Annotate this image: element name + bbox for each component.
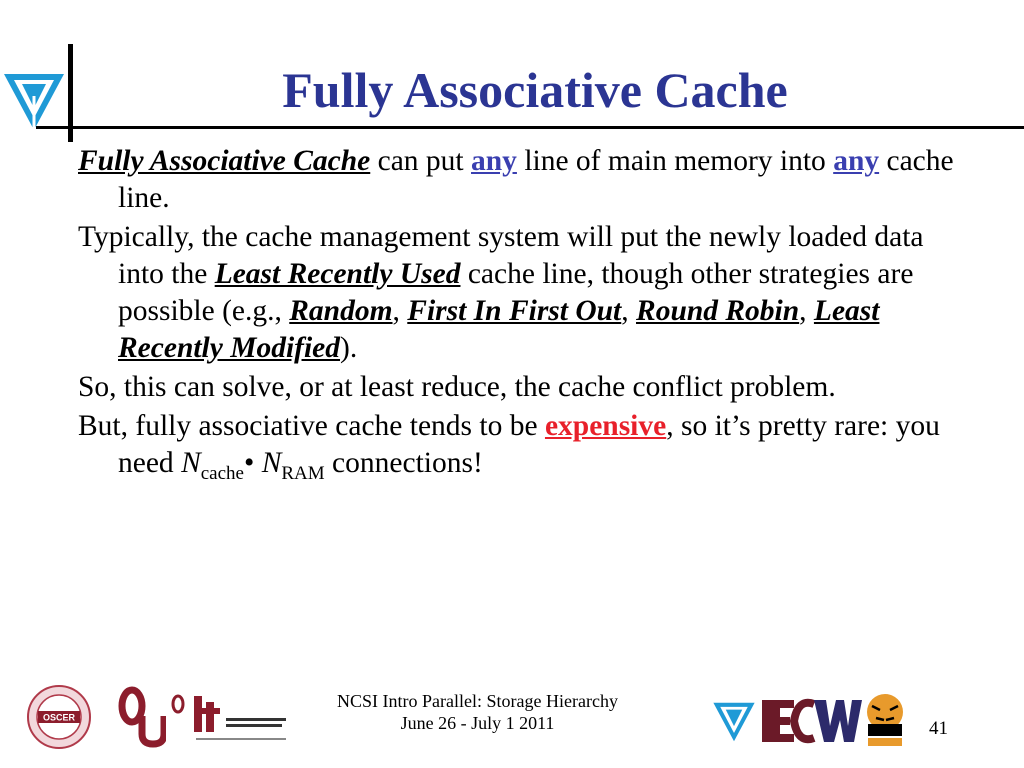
divider-horizontal xyxy=(36,126,1024,129)
slide-title: Fully Associative Cache xyxy=(282,62,788,118)
paragraph-4: But, fully associative cache tends to be expensive, so it’s pretty rare: you need $N_{cache}•$ $N_{RAM}$ connections! xyxy=(78,410,940,484)
slide-body xyxy=(78,143,968,494)
paragraph-3: So, this can solve, or at least reduce, the cache conflict problem. xyxy=(78,371,836,403)
oscer-seal-icon xyxy=(26,684,92,750)
emphasis-expensive: expensive xyxy=(544,410,667,442)
triangle-logo-icon xyxy=(712,700,756,744)
term-lrm: Least Recently Modified xyxy=(118,295,880,364)
paragraph-2: Typically, the cache management system will put the newly loaded data into the Least Recently Used cache line, though other strategies are possible (e.g., Random, First In First Out, Round Robin, Least Recently Modified). xyxy=(78,221,924,364)
svg-text:OSCER: OSCER xyxy=(42,712,76,723)
footer-course: NCSI Intro Parallel: Storage Hierarchy xyxy=(337,691,618,711)
term-fifo: First In First Out xyxy=(407,295,622,327)
emphasis-any: any xyxy=(471,145,517,177)
w-logo-icon xyxy=(814,698,862,744)
term-fully-associative-cache: Fully Associative Cache xyxy=(78,145,371,177)
ou-it-logo-icon xyxy=(170,688,290,746)
ou-logo-icon xyxy=(118,686,166,748)
emphasis-any: any xyxy=(833,145,880,177)
ecu-logo-icon xyxy=(760,696,816,746)
term-round-robin: Round Robin xyxy=(636,295,800,327)
term-lru: Least Recently Used xyxy=(214,258,461,290)
paragraph-1: Fully Associative Cache can put any line of main memory into any cache line. xyxy=(78,145,954,214)
term-random: Random xyxy=(289,295,393,327)
footer-info xyxy=(300,690,655,734)
triangle-logo-icon xyxy=(2,70,66,134)
page-number: 41 xyxy=(929,718,948,739)
footer-dates: June 26 - July 1 2011 xyxy=(400,713,555,733)
isu-bengals-logo-icon xyxy=(864,690,906,748)
